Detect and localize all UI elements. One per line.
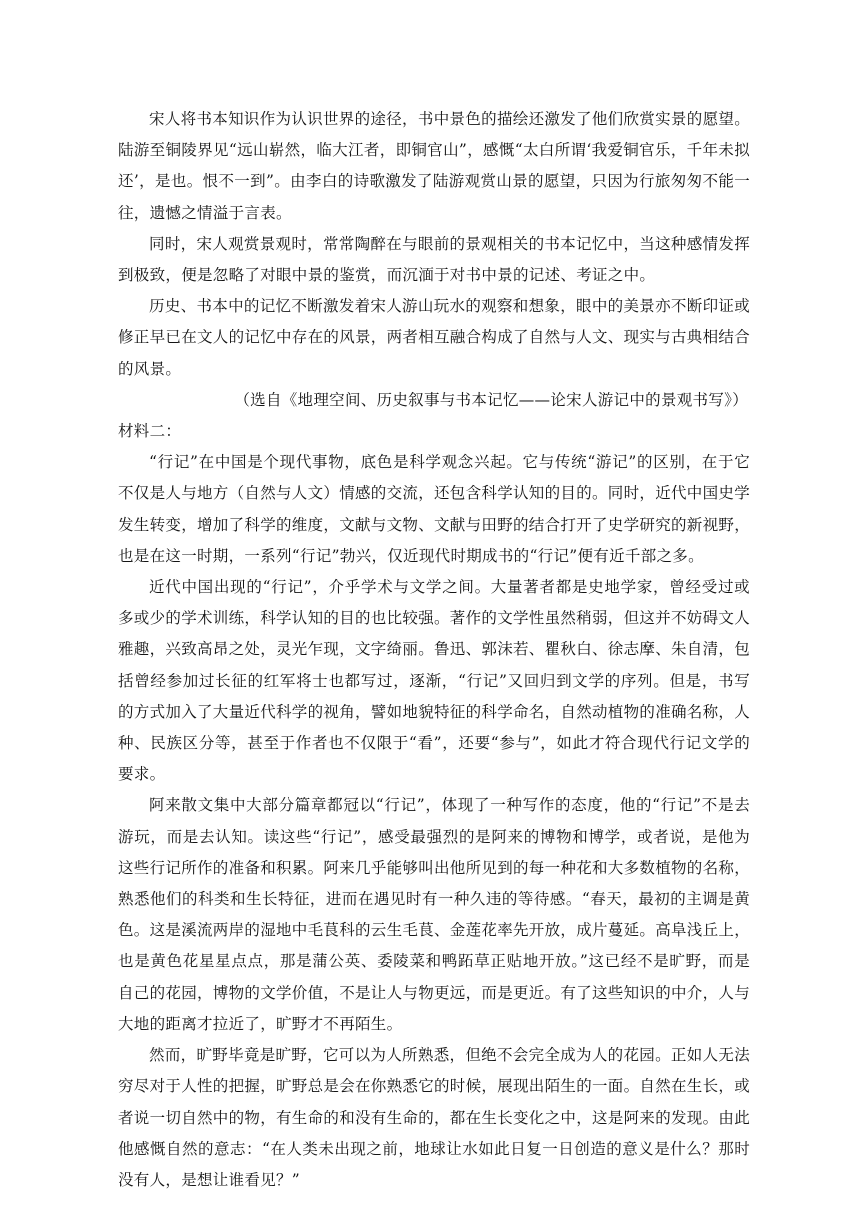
section-heading-material-two: 材料二：: [118, 422, 182, 441]
paragraph-wilderness: 然而，旷野毕竟是旷野，它可以为人所熟悉，但绝不会完全成为人的花园。正如人无法穷尽对于人性的把握，旷野总是会在你熟悉它的时候，展现出陌生的一面。自然在生长，或者说一切自然中的物，有生命的和没有生命的，都在生长变化之中，这是阿来的发现。由此他感慨自然的意志：“在人类未出现之前，地球让水如此日复一日创造的意义是什么？那时没有人，是想让谁看见？”: [118, 1046, 751, 1189]
source-citation: （选自《地理空间、历史叙事与书本记忆——论宋人游记中的景观书写》）: [234, 390, 748, 409]
paragraph-song-book-memory: 同时，宋人观赏景观时，常常陶醉在与眼前的景观相关的书本记忆中，当这种感情发挥到极致，便是忽略了对眼中景的鉴赏，而沉湎于对书中景的记述、考证之中。: [118, 234, 750, 285]
paragraph-alai-xingji: 阿来散文集中大部分篇章都冠以“行记”，体现了一种写作的态度，他的“行记”不是去游玩，而是去认知。读这些“行记”，感受最强烈的是阿来的博物和博学，或者说，是他为这些行记所作的准备和积累。阿来几乎能够叫出他所见到的每一种花和大多数植物的名称，熟悉他们的科类和生长特征，进而在遇见时有一种久违的等待感。“春天，最初的主调是黄色。这是溪流两岸的湿地中毛茛科的云生毛茛、金莲花率先开放，成片蔓延。高阜浅丘上，也是黄色花星星点点，那是蒲公英、委陵菜和鸭跖草正贴地开放。”这已经不是旷野，而是自己的花园，博物的文学价值，不是让人与物更远，而是更近。有了这些知识的中介，人与大地的距离才拉近了，旷野才不再陌生。: [118, 796, 751, 1033]
paragraph-song-fusion: 历史、书本中的记忆不断激发着宋人游山玩水的观察和想象，眼中的美景亦不断印证或修正早已在文人的记忆中存在的风景，两者相互融合构成了自然与人文、现实与古典相结合的风景。: [118, 297, 751, 378]
document-page: [118, 104, 750, 1196]
paragraph-xingji-definition: “行记”在中国是个现代事物，底色是科学观念兴起。它与传统“游记”的区别，在于它不仅是人与地方（自然与人文）情感的交流，还包含科学认知的目的。同时，近代中国史学发生转变，增加了科学的维度，文献与文物、文献与田野的结合打开了史学研究的新视野，也是在这一时期，一系列“行记”勃兴，仅近现代时期成书的“行记”便有近千部之多。: [118, 453, 751, 565]
paragraph-song-travel-desire: 宋人将书本知识作为认识世界的途径，书中景色的描绘还激发了他们欣赏实景的愿望。陆游至铜陵界见“远山崭然，临大江者，即铜官山”，感慨“太白所谓‘我爱铜官乐，千年未拟还’，是也。恨不一到”。由李白的诗歌激发了陆游观赏山景的愿望，只因为行旅匆匆不能一往，遗憾之情溢于言表。: [118, 110, 750, 222]
paragraph-xingji-modern: 近代中国出现的“行记”，介乎学术与文学之间。大量著者都是史地学家，曾经受过或多或少的学术训练，科学认知的目的也比较强。著作的文学性虽然稍弱，但这并不妨碍文人雅趣，兴致高昂之处，灵光乍现，文字绮丽。鲁迅、郭沫若、瞿秋白、徐志摩、朱自清，包括曾经参加过长征的红军将士也都写过，逐渐，“行记”又回归到文学的序列。但是，书写的方式加入了大量近代科学的视角，譬如地貌特征的科学命名，自然动植物的准确名称，人种、民族区分等，甚至于作者也不仅限于“看”，还要“参与”，如此才符合现代行记文学的要求。: [118, 578, 751, 784]
